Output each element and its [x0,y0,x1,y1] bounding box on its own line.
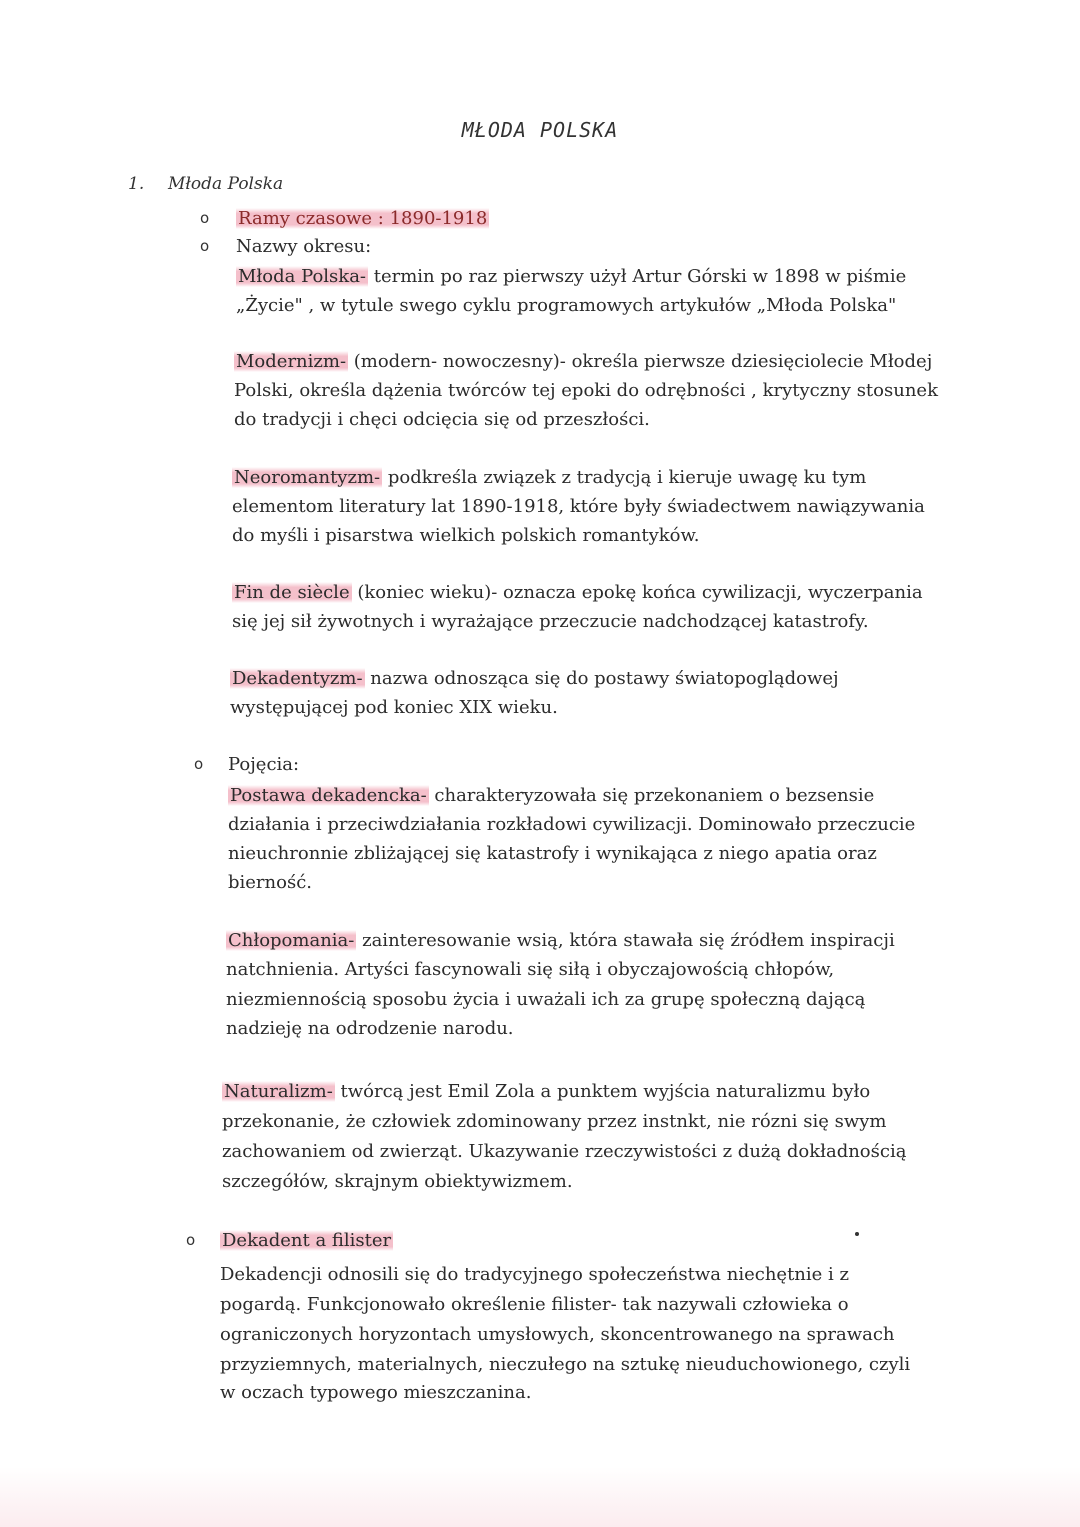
mloda-polska-line-2: „Życie" , w tytule swego cyklu programowych artykułów „Młoda Polska" [236,295,897,316]
list-bullet: o [200,209,210,227]
dekadent-line-2: pogardą. Funkcjonowało określenie filister- tak nazywali człowieka o [220,1294,849,1315]
highlighted-term: Naturalizm- [224,1081,333,1102]
highlighted-term: Dekadentyzm- [232,668,363,689]
modernizm-line-2: Polski, określa dążenia twórców tej epoki do odrębności , krytyczny stosunek [234,380,938,401]
page-edge-tint [0,1467,1080,1527]
highlighted-term: Neoromantyzm- [234,467,381,488]
highlighted-term: Fin de siècle [234,582,350,603]
modernizm-line-1: Modernizm- (modern- nowoczesny)- określa pierwsze dziesięciolecie Młodej [236,351,933,372]
dekadent-line-1: Dekadencji odnosili się do tradycyjnego społeczeństwa niechętnie i z [220,1264,849,1285]
section-title: Młoda Polska [168,174,284,194]
dekadent-line-3: ograniczonych horyzontach umysłowych, skoncentrowanego na sprawach [220,1324,895,1345]
postawa-line-1: Postawa dekadencka- charakteryzowała się przekonaniem o bezsensie [230,785,875,806]
highlighted-term: Dekadent a filister [222,1230,392,1251]
dekadent-line-5: w oczach typowego mieszczanina. [220,1382,532,1403]
postawa-line-4: bierność. [228,872,313,893]
chlopomania-line-2: natchnienia. Artyści fascynowali się siłą i obyczajowością chłopów, [226,959,835,980]
neoromantyzm-line-3: do myśli i pisarstwa wielkich polskich romantyków. [232,525,700,546]
fin-de-siecle-line-2: się jej sił żywotnych i wyrażające przeczucie nadchodzącej katastrofy. [232,611,869,632]
naturalizm-line-2: przekonanie, że człowiek zdominowany przez instnkt, nie rózni się swym [222,1111,887,1132]
naturalizm-line-4: szczegółów, skrajnym obiektywizmem. [222,1171,573,1192]
highlighted-term: Postawa dekadencka- [230,785,427,806]
postawa-line-3: nieuchronnie zbliżającej się katastrofy i wynikająca z niego apatia oraz [228,843,877,864]
ramy-czasowe [236,204,489,233]
dekadentyzm-line-2: występującej pod koniec XIX wieku. [230,697,558,718]
chlopomania-line-1: Chłopomania- zainteresowanie wsią, która stawała się źródłem inspiracji [228,930,895,951]
chlopomania-line-4: nadzieję na odrodzenie narodu. [226,1018,514,1039]
nazwy-okresu-label: Nazwy okresu: [236,236,372,257]
neoromantyzm-line-2: elementom literatury lat 1890-1918, które były świadectwem nawiązywania [232,496,925,517]
naturalizm-line-1: Naturalizm- twórcą jest Emil Zola a punktem wyjścia naturalizmu było [224,1081,871,1102]
page-title: MŁODA POLSKA [461,118,619,142]
chlopomania-line-3: niezmiennością sposobu życia i uważali ich za grupę społeczną dającą [226,989,866,1010]
dekadent-heading [220,1226,393,1255]
scan-speck [855,1232,859,1236]
postawa-line-2: działania i przeciwdziałania rozkładowi cywilizacji. Dominowało przeczucie [228,814,916,835]
modernizm-line-3: do tradycji i chęci odcięcia się od przeszłości. [234,409,650,430]
list-bullet: o [194,755,204,773]
naturalizm-line-3: zachowaniem od zwierząt. Ukazywanie rzeczywistości z dużą dokładnością [222,1141,907,1162]
list-bullet: o [200,237,210,255]
highlighted-term: Chłopomania- [228,930,355,951]
dekadent-line-4: przyziemnych, materialnych, nieczułego na sztukę nieuduchowionego, czyli [220,1354,911,1375]
fin-de-siecle-line-1: Fin de siècle (koniec wieku)- oznacza epokę końca cywilizacji, wyczerpania [234,582,923,603]
highlighted-term: Młoda Polska- [238,266,367,287]
dekadentyzm-line-1: Dekadentyzm- nazwa odnosząca się do postawy światopoglądowej [232,668,839,689]
neoromantyzm-line-1: Neoromantyzm- podkreśla związek z tradycją i kieruje uwagę ku tym [234,467,867,488]
highlighted-term: Ramy czasowe : 1890-1918 [238,208,488,229]
section-number: 1. [128,174,145,194]
pojecia-label: Pojęcia: [228,754,300,775]
list-bullet: o [186,1231,196,1249]
mloda-polska-line-1: Młoda Polska- termin po raz pierwszy użył Artur Górski w 1898 w piśmie [238,266,907,287]
highlighted-term: Modernizm- [236,351,347,372]
